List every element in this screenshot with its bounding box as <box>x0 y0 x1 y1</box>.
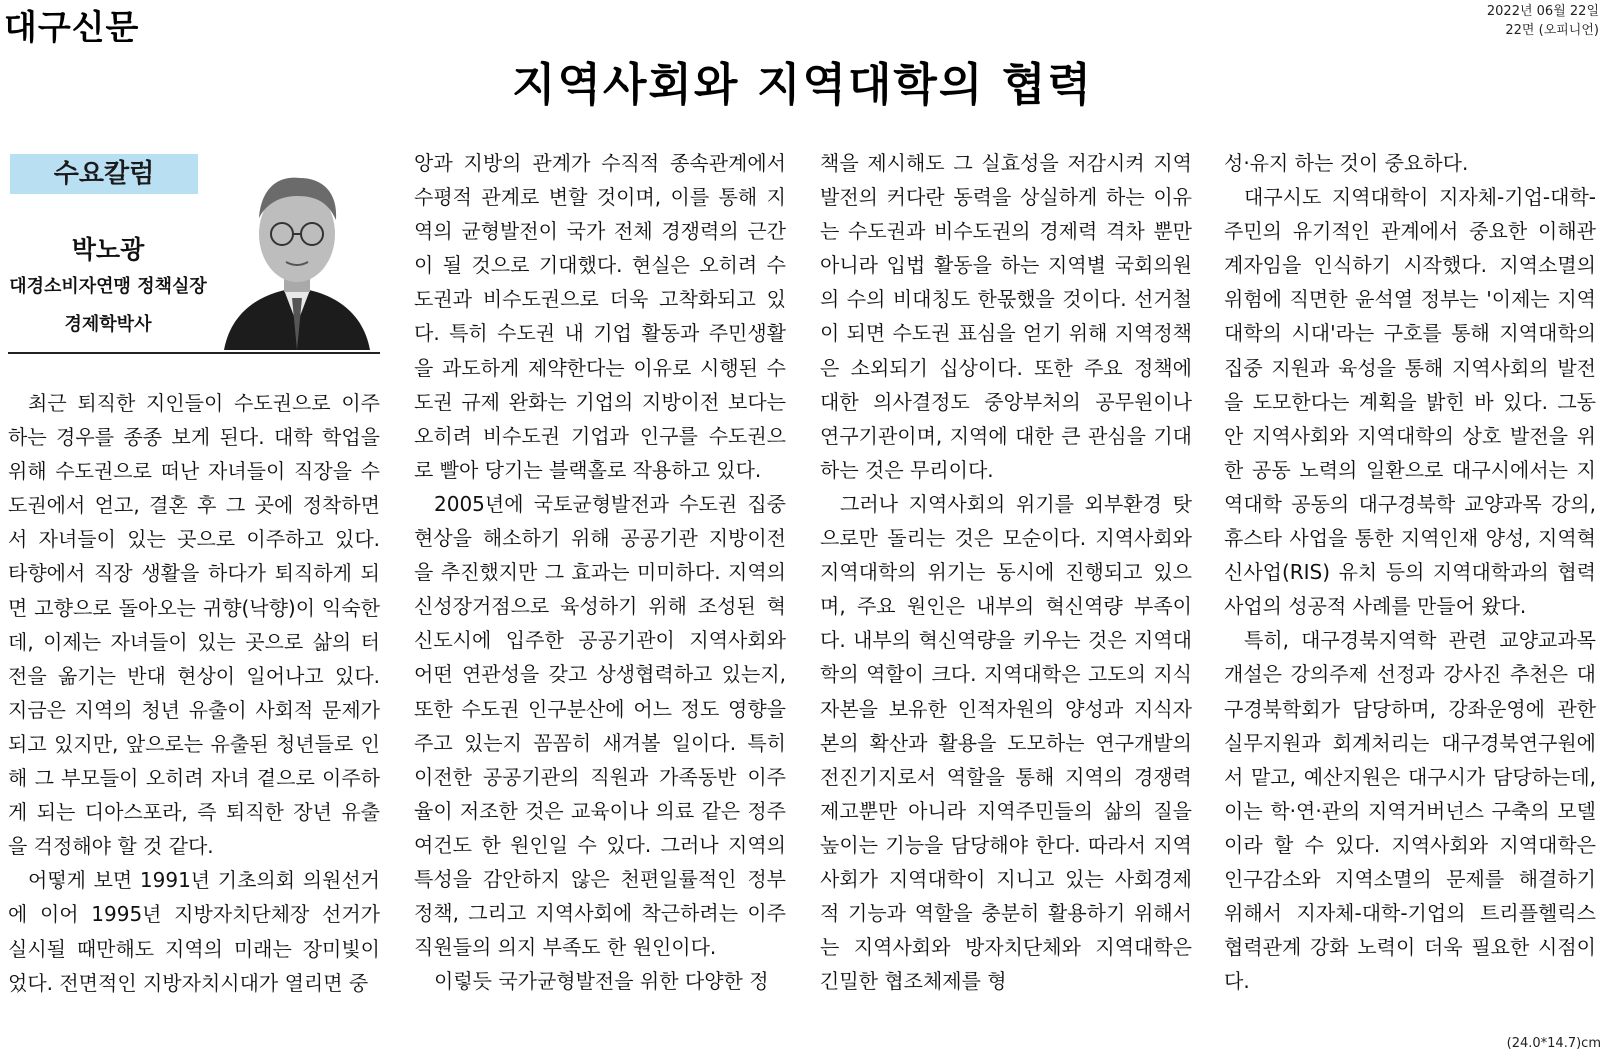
newspaper-masthead: 대구신문 <box>4 8 140 48</box>
publish-date: 2022년 06월 22일 <box>1486 4 1599 19</box>
paragraph: 성·유지 하는 것이 중요하다. <box>1224 151 1469 175</box>
column-badge: 수요칼럼 <box>10 154 198 194</box>
article-column-2 <box>414 146 786 1026</box>
paragraph: 최근 퇴직한 지인들이 수도권으로 이주하는 경우를 종종 보게 된다. 대학 학업을 위해 수도권으로 떠난 자녀들이 직장을 수도권에서 얻고, 결혼 후 그 곳에 정착하면서 자녀들이 있는 곳으로 이주하고 있다. 타향에서 직장 생활을 하다가 퇴직하게 되면 고향으로 돌아오는 귀향(낙향)이 익숙한데, 이제는 자녀들이 있는 곳으로 삶의 터전을 옮기는 반대 현상이 일어나고 있다. 지금은 지역의 청년 유출이 사회적 문제가 되고 있지만, 앞으로는 유출된 청년들로 인해 그 부모들이 오히려 자녀 곁으로 이주하게 되는 디아스포라, 즉 퇴직한 장년 유출을 걱정해야 할 것 같다. <box>8 391 380 859</box>
author-title: 대경소비자연맹 정책실장 <box>9 276 207 297</box>
author-degree: 경제학박사 <box>64 314 152 335</box>
paragraph: 특히, 대구경북지역학 관련 교양교과목 개설은 강의주제 선정과 강사진 추천은 대구경북학회가 담당하며, 강좌운영에 관한 실무지원과 회계처리는 대구경북연구원에서 맡고, 예산지원은 대구시가 담당하는데, 이는 학·연·관의 지역거버넌스 구축의 모델이라 할 수 있다. 지역사회와 지역대학은 인구감소와 지역소멸의 문제를 해결하기 위해서 지자체-대학-기업의 트리플헬릭스 협력관계 강화 노력이 더욱 필요한 시점이다. <box>1224 628 1596 994</box>
clip-size: (24.0*14.7)cm <box>1506 1036 1601 1051</box>
article-column-4 <box>1224 146 1596 1026</box>
paragraph: 대구시도 지역대학이 지자체-기업-대학-주민의 유기적인 관계에서 중요한 이해관계자임을 인식하기 시작했다. 지역소멸의 위험에 직면한 윤석열 정부는 '이제는 지역대학의 시대'라는 구호를 통해 지역대학의 집중 지원과 육성을 통해 지역사회의 발전을 도모한다는 계획을 밝힌 바 있다. 그동안 지역사회와 지역대학의 상호 발전을 위한 공동 노력의 일환으로 대구시에서는 지역대학 공동의 대구경북학 교양과목 강의, 휴스타 사업을 통한 지역인재 양성, 지역혁신사업(RIS) 유치 등의 지역대학과의 협력사업의 성공적 사례를 만들어 왔다. <box>1224 185 1596 619</box>
page-info: 22면 (오피니언) <box>1505 23 1599 38</box>
column-header-box <box>8 152 380 354</box>
paragraph: 앙과 지방의 관계가 수직적 종속관계에서 수평적 관계로 변할 것이며, 이를 통해 지역의 균형발전이 국가 전체 경쟁력의 근간이 될 것으로 기대했다. 현실은 오히려 수도권과 비수도권으로 더욱 고착화되고 있다. 특히 수도권 내 기업 활동과 주민생활을 과도하게 제약한다는 이유로 시행된 수도권 규제 완화는 기업의 지방이전 보다는 오히려 비수도권 기업과 인구를 수도권으로 빨아 당기는 블랙홀로 작용하고 있다. <box>414 151 786 482</box>
paragraph: 2005년에 국토균형발전과 수도권 집중현상을 해소하기 위해 공공기관 지방이전을 추진했지만 그 효과는 미미하다. 지역의 신성장거점으로 육성하기 위해 조성된 혁신도시에 입주한 공공기관이 지역사회와 어떤 연관성을 갖고 상생협력하고 있는지, 또한 수도권 인구분산에 어느 정도 영향을 주고 있는지 꼼꼼히 새겨볼 일이다. 특히 이전한 공공기관의 직원과 가족동반 이주율이 저조한 것은 교육이나 의료 같은 정주여건도 한 원인일 수 있다. 그러나 지역의 특성을 감안하지 않은 천편일률적인 정부정책, 그리고 지역사회에 착근하려는 이주 직원들의 의지 부족도 한 원인이다. <box>414 491 786 960</box>
article-column-1 <box>8 386 380 1026</box>
paragraph: 책을 제시해도 그 실효성을 저감시켜 지역발전의 커다란 동력을 상실하게 하는 이유는 수도권과 비수도권의 경제력 격차 뿐만 아니라 입법 활동을 하는 지역별 국회의원의 수의 비대칭도 한몫했을 것이다. 선거철이 되면 수도권 표심을 얻기 위해 지역정책은 소외되기 십상이다. 또한 주요 정책에 대한 의사결정도 중앙부처의 공무원이나 연구기관이며, 지역에 대한 큰 관심을 기대하는 것은 무리이다. <box>820 151 1192 482</box>
article-column-3 <box>820 146 1192 1026</box>
article-headline: 지역사회와 지역대학의 협력 <box>512 58 1093 111</box>
paragraph: 그러나 지역사회의 위기를 외부환경 탓으로만 돌리는 것은 모순이다. 지역사회와 지역대학의 위기는 동시에 진행되고 있으며, 주요 원인은 내부의 혁신역량 부족이다. 내부의 혁신역량을 키우는 것은 지역대학의 역할이 크다. 지역대학은 고도의 지식자본을 보유한 인적자원의 양성과 지식자본의 확산과 활용을 도모하는 연구개발의 전진기지로서 역할을 통해 지역의 경쟁력 제고뿐만 아니라 지역주민들의 삶의 질을 높이는 기능을 담당해야 한다. 따라서 지역사회가 지역대학이 지니고 있는 사회경제적 기능과 역할을 충분히 활용하기 위해서는 지역사회와 방자치단체와 지역대학은 긴밀한 협조체제를 형 <box>820 491 1192 994</box>
author-name: 박노광 <box>71 235 145 264</box>
paragraph: 어떻게 보면 1991년 기초의회 의원선거에 이어 1995년 지방자치단체장 선거가 실시될 때만해도 지역의 미래는 장미빛이었다. 전면적인 지방자치시대가 열리면 중 <box>8 868 380 995</box>
dateline <box>1487 2 1599 40</box>
paragraph: 이렇듯 국가균형발전을 위한 다양한 정 <box>434 969 769 994</box>
author-portrait-icon <box>214 156 380 350</box>
